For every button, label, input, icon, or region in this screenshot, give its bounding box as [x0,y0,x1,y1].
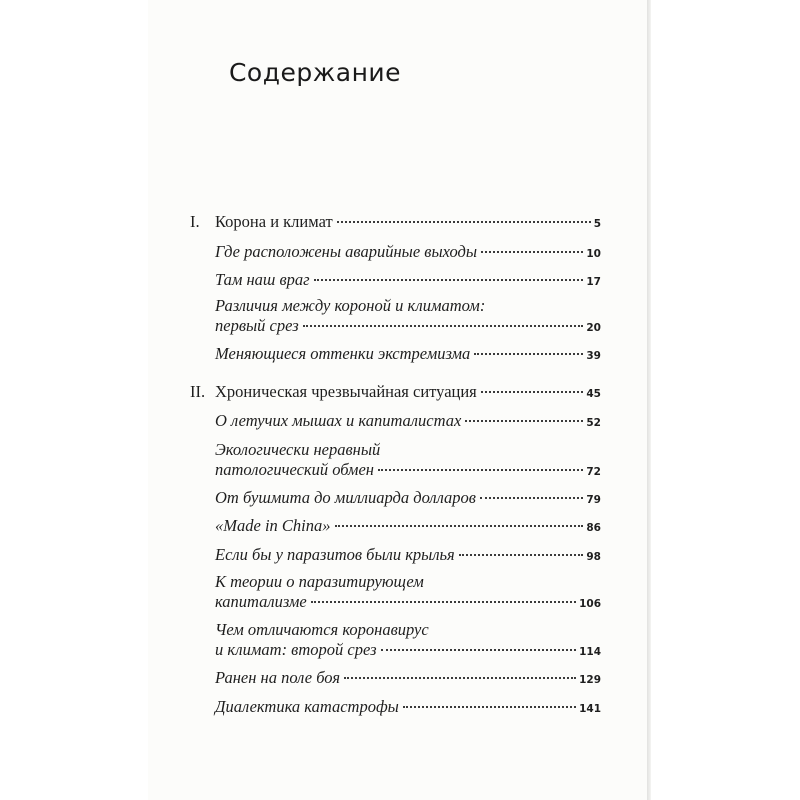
entry-title: Ранен на поле боя [215,668,341,687]
part-number: I. [190,212,200,231]
entry-title: Если бы у паразитов были крылья [215,545,455,564]
page-number: 98 [586,551,601,563]
leader-dots [378,468,583,471]
toc-entry [215,270,601,292]
toc-entry [215,411,601,433]
entry-title: «Made in China» [215,516,331,535]
entry-title: Диалектика катастрофы [215,697,399,716]
page-number: 5 [593,218,601,230]
leader-dots [311,600,576,603]
entry-title-continued: патологический обмен [215,460,374,479]
leader-dots [337,220,591,223]
entry-title-continued: и климат: второй срез [215,640,377,659]
page-number: 129 [579,674,601,686]
toc-entry [215,516,601,538]
page-number: 45 [586,388,601,400]
leader-dots [335,524,584,527]
leader-dots [303,324,584,327]
leader-dots [459,553,584,556]
part-number: II. [190,382,206,401]
toc-entry [215,572,601,614]
page-title: Содержание [228,58,402,87]
toc-entry [215,440,601,482]
toc-entry [215,488,601,510]
toc-entry-part [190,382,601,404]
leader-dots [344,676,576,679]
page-number: 114 [579,646,601,658]
entry-title-continued: первый срез [215,316,299,335]
page-number: 86 [586,522,601,534]
entry-title: Хроническая чрезвычайная ситуация [215,382,477,401]
toc-entry [215,344,601,366]
leader-dots [465,419,583,422]
page-number: 10 [586,248,601,260]
entry-title: Различия между короной и климатом: [215,296,486,315]
page-number: 141 [579,703,601,715]
entry-title: Экологически неравный [215,440,381,459]
entry-title: Меняющиеся оттенки экстремизма [215,344,471,363]
page-number: 17 [586,276,601,288]
toc-entry-part [190,212,601,234]
leader-dots [381,648,577,651]
entry-title: К теории о паразитирующем [215,572,424,591]
leader-dots [403,705,576,708]
entry-title-continued: капитализме [215,592,307,611]
page-number: 39 [586,350,601,362]
toc-entry [215,242,601,264]
toc-entry [215,668,601,690]
entry-title: О летучих мышах и капиталистах [215,411,462,430]
entry-title: От бушмита до миллиарда долларов [215,488,476,507]
leader-dots [481,250,583,253]
toc-entry [215,620,601,662]
page-number: 79 [586,494,601,506]
page-number: 72 [586,466,601,478]
toc-entry [215,296,601,338]
leader-dots [314,278,584,281]
page-number: 106 [579,598,601,610]
entry-title: Корона и климат [215,212,333,231]
entry-title: Чем отличаются коронавирус [215,620,429,639]
leader-dots [480,496,583,499]
leader-dots [481,390,584,393]
leader-dots [474,352,583,355]
page-number: 52 [586,417,601,429]
page-number: 20 [586,322,601,334]
entry-title: Там наш враг [215,270,310,289]
toc-entry [215,697,601,719]
toc-entry [215,545,601,567]
entry-title: Где расположены аварийные выходы [215,242,478,261]
